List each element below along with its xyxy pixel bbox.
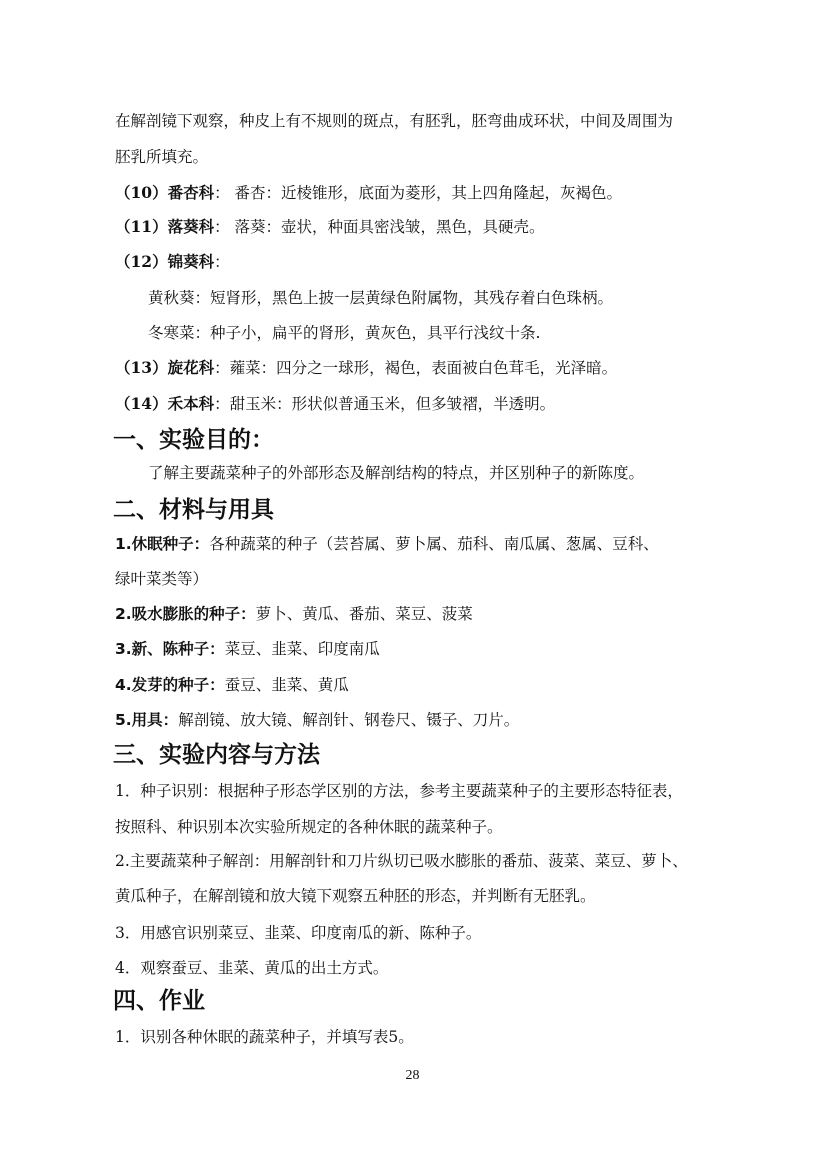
section-heading: 一、实验目的： xyxy=(113,427,274,453)
family-desc: ： xyxy=(214,253,230,271)
family-10 xyxy=(115,182,622,204)
item-label: 3.新、陈种子： xyxy=(115,640,225,658)
material-item xyxy=(115,638,380,660)
family-label: （12）锦葵科 xyxy=(115,252,215,271)
paragraph-line: 黄瓜种子，在解剖镜和放大镜下观察五种胚的形态，并判断有无胚乳。 xyxy=(115,887,596,905)
paragraph-line: 2.主要蔬菜种子解剖：用解剖针和刀片纵切已吸水膨胀的番茄、菠菜、菜豆、萝卜、 xyxy=(115,852,688,870)
paragraph-line: 1．识别各种休眠的蔬菜种子，并填写表5。 xyxy=(115,1028,414,1046)
paragraph-line: 按照科、种识别本次实验所规定的各种休眠的蔬菜种子。 xyxy=(115,818,503,836)
paragraph-line: 4．观察蚕豆、韭菜、黄瓜的出土方式。 xyxy=(115,959,389,977)
material-item xyxy=(115,533,659,555)
item-text: 菜豆、韭菜、印度南瓜 xyxy=(224,640,380,658)
species-line: 黄秋葵：短肾形，黑色上披一层黄绿色附属物，其残存着白色珠柄。 xyxy=(148,289,614,307)
family-label: （14）禾本科 xyxy=(115,394,215,413)
item-label: 1.休眠种子： xyxy=(115,535,210,553)
item-text: 各种蔬菜的种子（芸苔属、萝卜属、茄科、南瓜属、葱属、豆科、 xyxy=(209,535,659,553)
material-item xyxy=(115,603,473,625)
paragraph-line: 1．种子识别：根据种子形态学区别的方法，参考主要蔬菜种子的主要形态特征表， xyxy=(115,782,683,800)
family-desc: ： 落葵：壶状，种面具密浅皱，黑色，具硬壳。 xyxy=(214,218,545,236)
family-11 xyxy=(115,216,545,238)
family-label: （10）番杏科 xyxy=(115,183,215,202)
material-item xyxy=(115,709,519,731)
family-label: （13）旋花科 xyxy=(115,358,215,377)
item-text: 解剖镜、放大镜、解剖针、钢卷尺、镊子、刀片。 xyxy=(178,711,520,729)
species-line: 冬寒菜：种子小，扁平的肾形，黄灰色，具平行浅纹十条. xyxy=(148,324,541,342)
paragraph-line: 绿叶菜类等） xyxy=(115,570,209,588)
family-13 xyxy=(115,357,617,379)
paragraph-line: 3．用感官识别菜豆、韭菜、印度南瓜的新、陈种子。 xyxy=(115,924,482,942)
family-12 xyxy=(115,251,230,273)
paragraph-line: 了解主要蔬菜种子的外部形态及解剖结构的特点，并区别种子的新陈度。 xyxy=(148,464,645,482)
section-heading: 三、实验内容与方法 xyxy=(113,742,320,768)
family-desc: ：甜玉米：形状似普通玉米，但多皱褶，半透明。 xyxy=(214,395,556,413)
item-text: 萝卜、黄瓜、番茄、菜豆、菠菜 xyxy=(255,605,473,623)
material-item xyxy=(115,674,349,696)
paragraph-line: 胚乳所填充。 xyxy=(115,148,209,166)
item-label: 4.发芽的种子： xyxy=(115,676,225,694)
section-heading: 二、材料与用具 xyxy=(113,497,274,523)
family-desc: ： 番杏：近棱锥形，底面为菱形，其上四角隆起，灰褐色。 xyxy=(214,184,623,202)
item-label: 2.吸水膨胀的种子： xyxy=(115,605,256,623)
family-14 xyxy=(115,393,555,415)
family-desc: ：蕹菜：四分之一球形，褐色，表面被白色茸毛，光泽暗。 xyxy=(214,359,618,377)
section-heading: 四、作业 xyxy=(113,988,205,1014)
family-label: （11）落葵科 xyxy=(115,217,215,236)
page-number: 28 xyxy=(405,1068,420,1083)
item-label: 5.用具： xyxy=(115,711,179,729)
item-text: 蚕豆、韭菜、黄瓜 xyxy=(224,676,349,694)
paragraph-line: 在解剖镜下观察，种皮上有不规则的斑点，有胚乳，胚弯曲成环状，中间及周围为 xyxy=(115,112,674,130)
